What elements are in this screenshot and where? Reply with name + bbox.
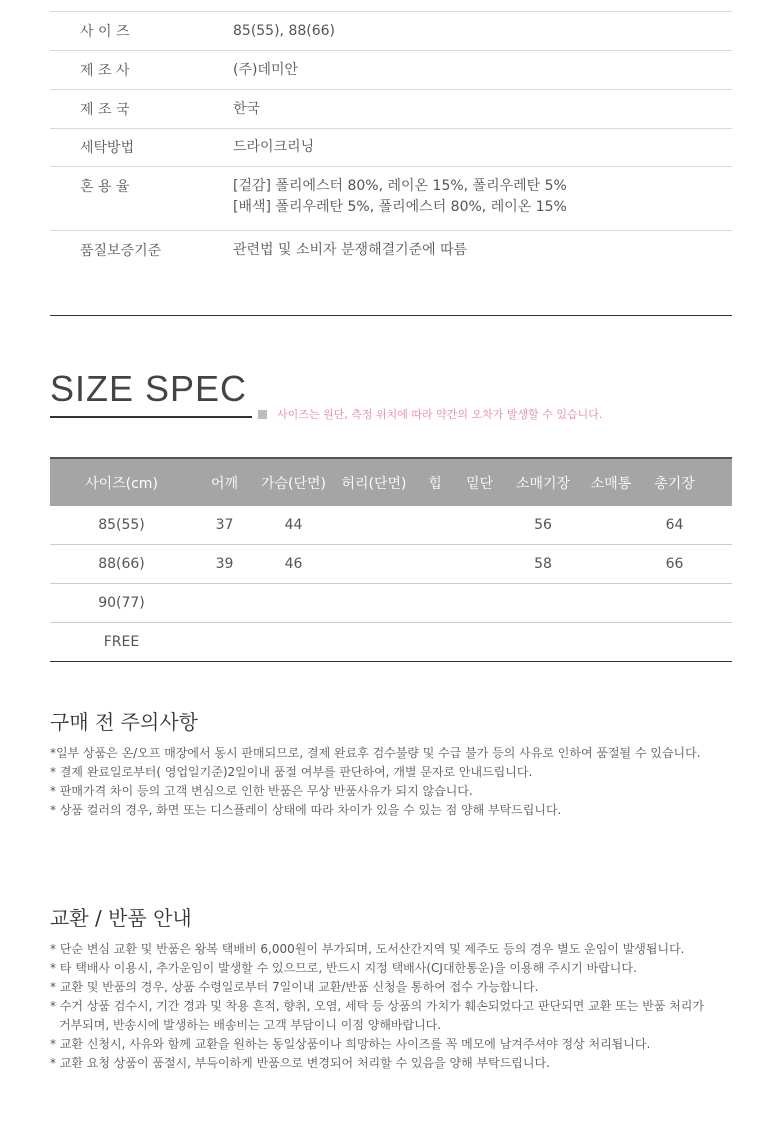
info-label: 품질보증기준 bbox=[80, 243, 162, 259]
table-row bbox=[50, 584, 732, 623]
list-item: * 판매가격 차이 등의 고객 변심으로 인한 반품은 무상 반품사유가 되지 않습니다. bbox=[50, 784, 473, 798]
info-label: 사 이 즈 bbox=[80, 24, 130, 40]
cell: 90(77) bbox=[98, 595, 145, 611]
info-row-country bbox=[50, 90, 732, 129]
info-row-manufacturer bbox=[50, 51, 732, 90]
precautions-list bbox=[50, 744, 701, 820]
header-hip: 힙 bbox=[428, 475, 442, 492]
size-spec-note bbox=[258, 406, 602, 422]
size-spec-note-text: 사이즈는 원단, 측정 위치에 따라 약간의 오차가 발생할 수 있습니다. bbox=[277, 408, 603, 421]
product-info-table bbox=[50, 0, 732, 271]
header-waist: 허리(단면) bbox=[341, 475, 407, 492]
list-item: *일부 상품은 온/오프 매장에서 동시 판매되므로, 결제 완료후 검수불량 및 수급 불가 등의 사유로 인하여 품절될 수 있습니다. bbox=[50, 746, 701, 760]
header-size: 사이즈(cm) bbox=[85, 475, 158, 492]
header-shoulder: 어깨 bbox=[210, 475, 239, 492]
exchange-title: 교환 / 반품 안내 bbox=[50, 906, 192, 930]
info-value bbox=[233, 176, 732, 230]
list-item: * 수거 상품 검수시, 기간 경과 및 착용 흔적, 향취, 오염, 세탁 등 상품의 가치가 훼손되었다고 판단되면 교환 또는 반품 처리가 bbox=[50, 999, 704, 1013]
list-item: 거부되며, 반송시에 발생하는 배송비는 고객 부담이니 이점 양해바랍니다. bbox=[59, 1018, 442, 1032]
info-row-material bbox=[50, 167, 732, 231]
info-row-cut bbox=[50, 0, 732, 12]
info-label: 제 조 국 bbox=[80, 102, 130, 118]
list-item: * 상품 컬러의 경우, 화면 또는 디스플레이 상태에 따라 차이가 있을 수 있는 점 양해 부탁드립니다. bbox=[50, 803, 562, 817]
header-chest: 가슴(단면) bbox=[260, 475, 327, 492]
cell: 56 bbox=[534, 517, 552, 533]
header-sleeve-length: 소매기장 bbox=[515, 475, 571, 492]
info-row-quality bbox=[50, 231, 732, 271]
info-label: 혼 용 율 bbox=[80, 179, 130, 195]
list-item: * 교환 요청 상품이 품절시, 부득이하게 반품으로 변경되어 처리할 수 있음을 양해 부탁드립니다. bbox=[50, 1056, 550, 1070]
cell: 44 bbox=[284, 517, 303, 533]
square-bullet-icon bbox=[258, 410, 267, 419]
material-line-shell: [겉감] 폴리에스터 80%, 레이온 15%, 폴리우레탄 5% bbox=[233, 178, 567, 194]
size-spec-underline bbox=[50, 416, 252, 418]
cell: 64 bbox=[665, 517, 684, 533]
cell: 85(55) bbox=[98, 517, 145, 533]
list-item: * 교환 신청시, 사유와 함께 교환을 원하는 동일상품이나 희망하는 사이즈를 꼭 메모에 남겨주셔야 정상 처리됩니다. bbox=[50, 1037, 651, 1051]
header-sleeve-width: 소매통 bbox=[590, 475, 632, 492]
info-value: 관련법 및 소비자 분쟁해결기준에 따름 bbox=[233, 242, 468, 258]
info-value: (주)데미안 bbox=[233, 62, 299, 78]
list-item: * 단순 변심 교환 및 반품은 왕복 택배비 6,000원이 부가되며, 도서산간지역 및 제주도 등의 경우 별도 운임이 발생됩니다. bbox=[50, 942, 685, 956]
table-row bbox=[50, 623, 732, 662]
info-label: 세탁방법 bbox=[80, 140, 135, 156]
cell: FREE bbox=[103, 634, 140, 650]
info-value: 드라이크리닝 bbox=[233, 139, 315, 155]
table-row bbox=[50, 545, 732, 584]
cell: 37 bbox=[215, 517, 234, 533]
precautions-title: 구매 전 주의사항 bbox=[50, 710, 198, 734]
cell: 66 bbox=[665, 556, 684, 572]
table-row bbox=[50, 506, 732, 545]
info-label: 제 조 사 bbox=[80, 63, 130, 79]
size-spec-table bbox=[50, 457, 732, 662]
cell: 46 bbox=[284, 556, 303, 572]
header-total-length: 총기장 bbox=[654, 475, 695, 492]
cell: 88(66) bbox=[98, 556, 145, 572]
info-row-washing bbox=[50, 129, 732, 167]
list-item: * 타 택배사 이용시, 추가운임이 발생할 수 있으므로, 반드시 지정 택배사(CJ대한통운)을 이용해 주시기 바랍니다. bbox=[50, 961, 637, 975]
exchange-list bbox=[50, 940, 704, 1073]
cell: 39 bbox=[215, 556, 234, 572]
info-value: 85(55), 88(66) bbox=[233, 23, 336, 39]
info-bottom-divider bbox=[50, 315, 732, 316]
size-spec-title: SIZE SPEC bbox=[50, 368, 248, 409]
header-hem: 밑단 bbox=[465, 475, 494, 492]
info-row-size bbox=[50, 12, 732, 51]
info-value: 한국 bbox=[233, 101, 261, 117]
cell: 58 bbox=[534, 556, 552, 572]
size-spec-header-row bbox=[50, 457, 732, 506]
list-item: * 교환 및 반품의 경우, 상품 수령일로부터 7일이내 교환/반품 신청을 통하여 접수 가능합니다. bbox=[50, 980, 539, 994]
list-item: * 결제 완료일로부터( 영업일기준)2일이내 품절 여부를 판단하여, 개별 문자로 안내드립니다. bbox=[50, 765, 533, 779]
material-line-trim: [배색] 폴리우레탄 5%, 폴리에스터 80%, 레이온 15% bbox=[233, 199, 567, 215]
